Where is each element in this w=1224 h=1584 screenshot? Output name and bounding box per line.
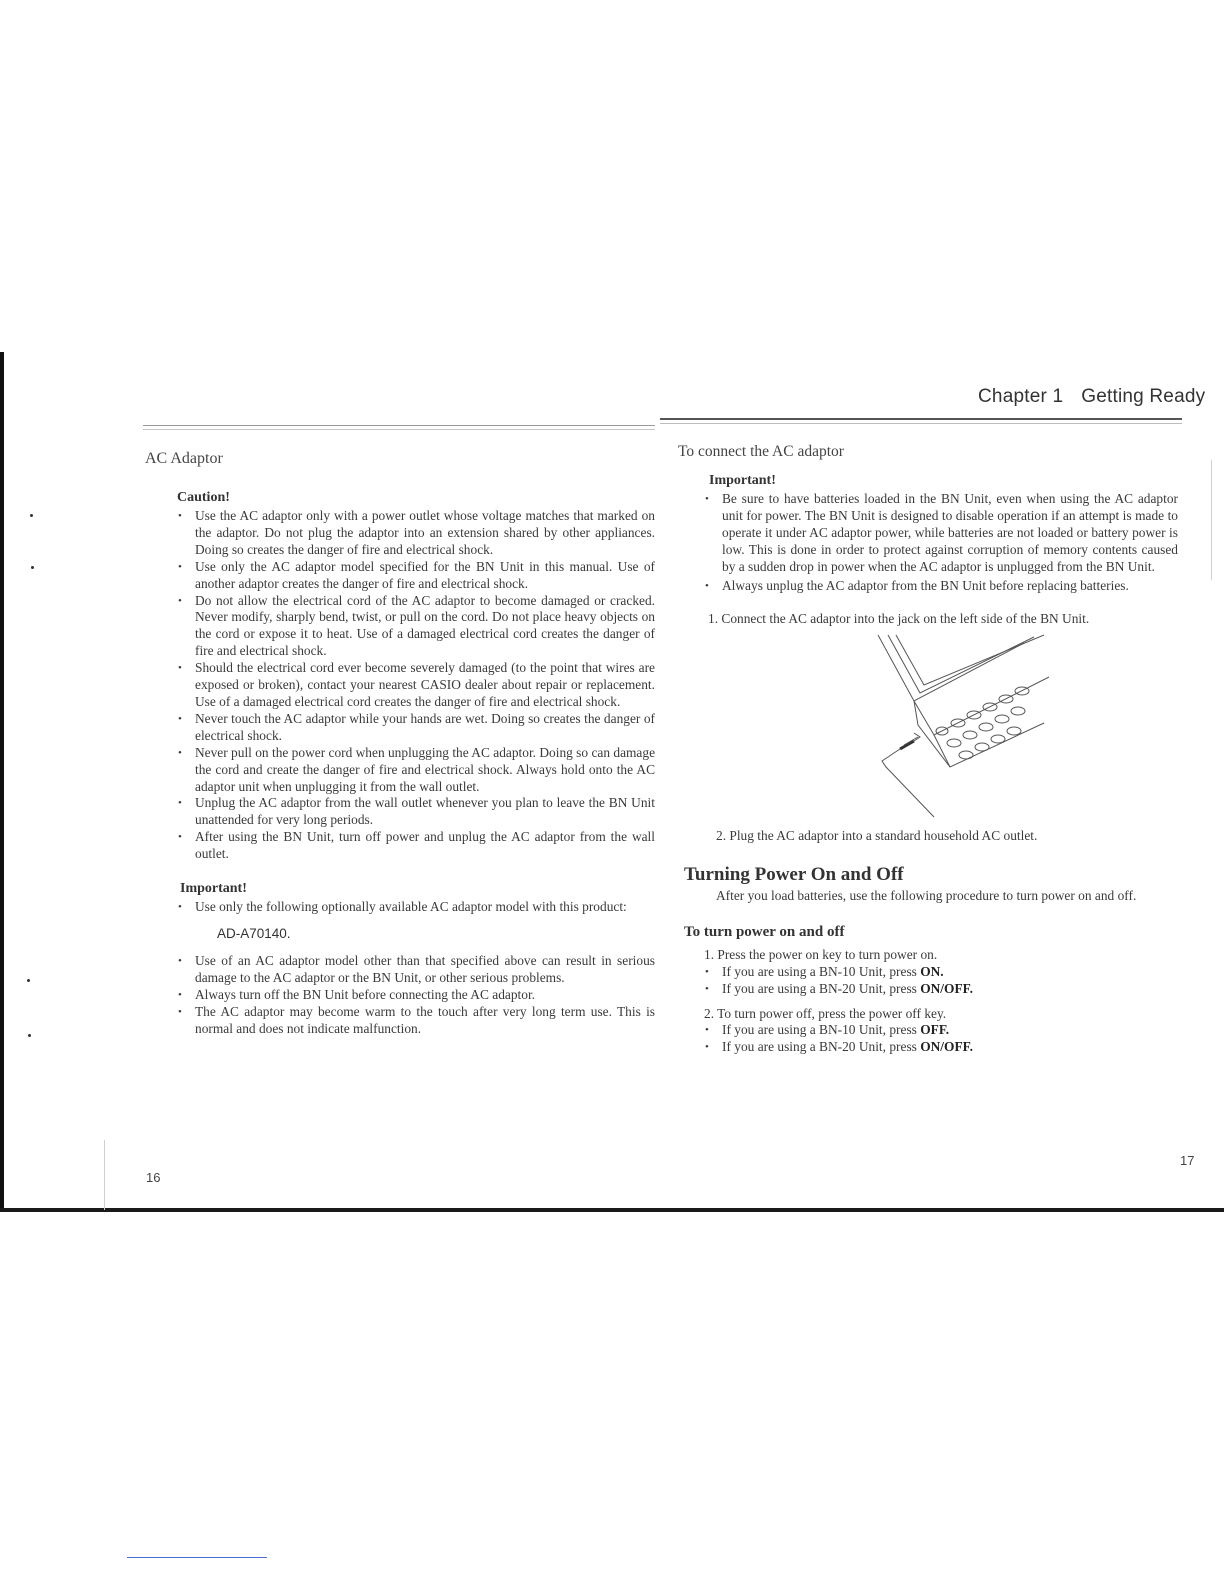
list-item: • Do not allow the electrical cord of the AC adaptor to become damaged or cracked. Never modify, sharply bend, twist, or pull on the cord. Do not place heavy objects on the cord or expose it to heat. Use of a damaged electrical cord creates the danger of fire and electrical shock.: [177, 593, 655, 661]
on-list: [704, 964, 1178, 998]
page-edge: [0, 352, 4, 1212]
caution-list: [177, 508, 655, 863]
off-step: 2. To turn power off, press the power off key.: [704, 1005, 947, 1021]
right-header-rule: [660, 418, 1182, 420]
list-item: • If you are using a BN-20 Unit, press ON/OFF.: [704, 981, 1178, 998]
illus-key: [947, 739, 961, 747]
list-item: • Use the AC adaptor only with a power outlet whose voltage matches that marked on the adaptor. Do not plug the adaptor into an extension shared by other appliances. Doing so creates the danger of fire and electrical shock.: [177, 508, 655, 559]
scan-speck: [31, 566, 34, 569]
section-title-ac-adaptor: AC Adaptor: [145, 450, 223, 467]
illus-lid: [878, 635, 1024, 701]
list-item: • If you are using a BN-20 Unit, press ON/OFF.: [704, 1039, 1178, 1056]
off-list: [704, 1022, 1178, 1056]
left-header-rule: [143, 425, 655, 426]
list-item: • Use only the AC adaptor model specified for the BN Unit in this manual. Use of another adaptor creates the danger of fire and electrical shock.: [177, 559, 655, 593]
scan-speck: [28, 1034, 31, 1037]
left-page: [145, 450, 655, 1037]
chapter-label: Chapter 1: [978, 386, 1064, 407]
power-title: Turning Power On and Off: [684, 864, 904, 886]
illus-key: [975, 743, 989, 751]
important-heading: Important!: [180, 881, 247, 897]
gutter-line: [104, 1140, 105, 1210]
illus-cord: [882, 749, 934, 817]
illus-lid-inner: [888, 635, 1034, 693]
key-label: ON/OFF.: [920, 1039, 973, 1055]
bottom-rule: [0, 1208, 1224, 1212]
page-number-right: 17: [1180, 1153, 1195, 1168]
list-item: • Never pull on the power cord when unplugging the AC adaptor. Doing so can damage the cord and create the danger of fire and electrical shock. Always hold onto the AC adaptor unit when unplugging it from the wall outlet.: [177, 745, 655, 796]
page-number-left: 16: [146, 1170, 161, 1185]
right-page: [678, 443, 1178, 1056]
bn-unit-illustration: [874, 633, 1074, 823]
illus-key: [963, 731, 977, 739]
scan-speck: [27, 979, 30, 982]
list-item: • Use only the following optionally available AC adaptor model with this product:: [177, 899, 655, 916]
list-item: • Always turn off the BN Unit before connecting the AC adaptor.: [177, 987, 655, 1004]
illus-key: [1011, 707, 1025, 715]
power-steps: [704, 947, 1178, 1056]
caution-heading: Caution!: [177, 490, 230, 505]
key-label: ON.: [920, 963, 944, 979]
blue-scan-line: [127, 1557, 267, 1558]
list-item: • Never touch the AC adaptor while your hands are wet. Doing so creates the danger of electrical shock.: [177, 711, 655, 745]
important-heading-right: Important!: [709, 473, 776, 488]
right-header-rule-2: [660, 423, 1182, 424]
connect-title: To connect the AC adaptor: [678, 443, 844, 460]
adaptor-model: AD-A70140.: [217, 925, 291, 941]
key-label: ON/OFF.: [920, 980, 973, 996]
scan-speck: [30, 514, 33, 517]
list-item: • Unplug the AC adaptor from the wall outlet whenever you plan to leave the BN Unit unattended for very long periods.: [177, 795, 655, 829]
list-item: • Always unplug the AC adaptor from the BN Unit before replacing batteries.: [704, 578, 1178, 595]
important-list-first: [177, 899, 655, 916]
important-list-right: [704, 491, 1178, 594]
list-item: • If you are using a BN-10 Unit, press OFF.: [704, 1022, 1178, 1039]
illus-key: [979, 723, 993, 731]
illus-key: [959, 751, 973, 759]
list-item: • After using the BN Unit, turn off power and unplug the AC adaptor from the wall outlet.: [177, 829, 655, 863]
list-item: • The AC adaptor may become warm to the touch after very long term use. This is normal and does not indicate malfunction.: [177, 1004, 655, 1038]
turn-title: To turn power on and off: [684, 924, 845, 941]
list-item: • Use of an AC adaptor model other than that specified above can result in serious damage to the AC adaptor or the BN Unit, or other serious problems.: [177, 953, 655, 987]
illus-key: [991, 735, 1005, 743]
step-2: 2. Plug the AC adaptor into a standard household AC outlet.: [716, 828, 1038, 844]
step-1: 1. Connect the AC adaptor into the jack on the left side of the BN Unit.: [708, 611, 1090, 627]
illus-plug: [900, 741, 914, 749]
on-step: 1. Press the power on key to turn power on.: [704, 947, 938, 963]
chapter-title: Getting Ready: [1081, 386, 1206, 407]
illus-key: [995, 715, 1009, 723]
power-lead: After you load batteries, use the following procedure to turn power on and off.: [716, 888, 1137, 904]
key-label: OFF.: [920, 1022, 950, 1038]
list-item: • Should the electrical cord ever become severely damaged (to the point that wires are exposed or broken), contact your nearest CASIO dealer about repair or replacement. Use of a damaged electrical cord creates the danger of fire and electrical shock.: [177, 660, 655, 711]
list-item: • If you are using a BN-10 Unit, press ON.: [704, 964, 1178, 981]
illus-key: [1007, 727, 1021, 735]
illus-body-front: [934, 723, 1044, 767]
left-header-rule-2: [143, 429, 655, 430]
list-item: • Be sure to have batteries loaded in the BN Unit, even when using the AC adaptor unit for power. The BN Unit is designed to disable operation if an attempt is made to operate it under AC adaptor power, while batteries are not loaded or battery power is low. This is done in order to protect against corruption of memory contents caused by a sudden drop in power when the AC adaptor is unplugged from the BN Unit.: [704, 491, 1178, 576]
running-header: [978, 386, 1205, 408]
edge-line: [1211, 460, 1212, 580]
important-list-rest: [177, 953, 655, 1038]
